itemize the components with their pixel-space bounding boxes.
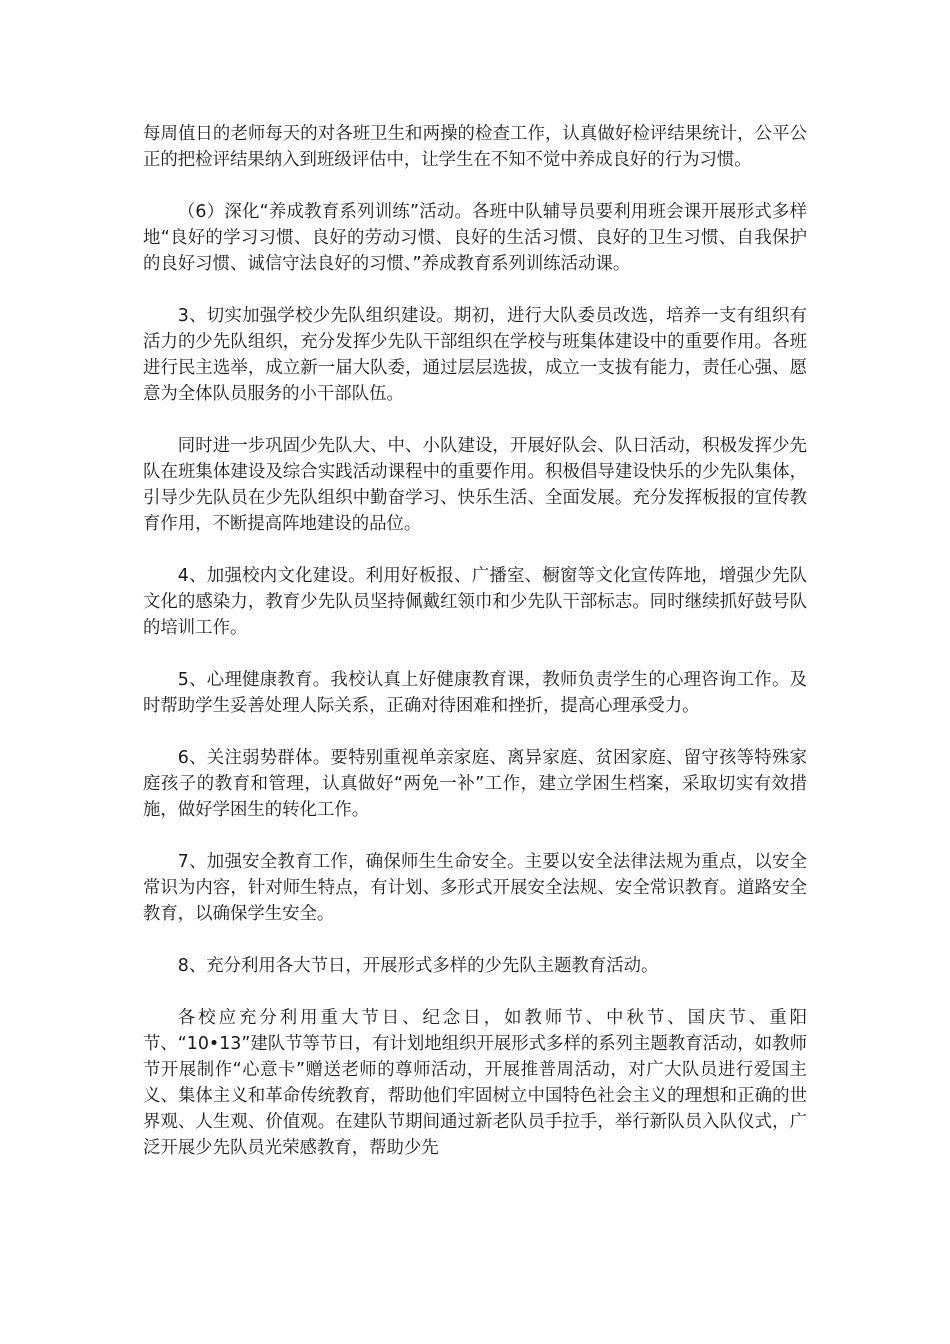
paragraph-9: 8、充分利用各大节日，开展形式多样的少先队主题教育活动。 — [177, 956, 659, 976]
paragraph-2: （6）深化“养成教育系列训练”活动。各班中队辅导员要利用班会课开展形式多样地“良好的学习习惯、良好的劳动习惯、良好的生活习惯、良好的卫生习惯、自我保护的良好习惯、诚信守法良好的习惯、”养成教育系列训练活动课。 — [143, 202, 807, 274]
paragraph-7: 6、关注弱势群体。要特别重视单亲家庭、离异家庭、贫困家庭、留守孩等特殊家庭孩子的教育和管理，认真做好“两免一补”工作，建立学困生档案，采取切实有效措施，做好学困生的转化工作。 — [143, 748, 807, 820]
paragraph-4: 同时进一步巩固少先队大、中、小队建设，开展好队会、队日活动，积极发挥少先队在班集体建设及综合实践活动课程中的重要作用。积极倡导建设快乐的少先队集体，引导少先队员在少先队组织中勤奋学习、快乐生活、全面发展。充分发挥板报的宣传教育作用，不断提高阵地建设的品位。 — [143, 436, 807, 534]
paragraph-8: 7、加强安全教育工作，确保师生生命安全。主要以安全法律法规为重点，以安全常识为内容，针对师生特点，有计划、多形式开展安全法规、安全常识教育。道路安全教育，以确保学生安全。 — [143, 852, 807, 924]
paragraph-5: 4、加强校内文化建设。利用好板报、广播室、橱窗等文化宣传阵地，增强少先队文化的感染力，教育少先队员坚持佩戴红领巾和少先队干部标志。同时继续抓好鼓号队的培训工作。 — [143, 566, 807, 638]
document-page — [143, 121, 807, 1187]
paragraph-6: 5、心理健康教育。我校认真上好健康教育课，教师负责学生的心理咨询工作。及时帮助学生妥善处理人际关系，正确对待困难和挫折，提高心理承受力。 — [143, 670, 807, 716]
paragraph-1: 每周值日的老师每天的对各班卫生和两操的检查工作，认真做好检评结果统计，公平公正的把检评结果纳入到班级评估中，让学生在不知不觉中养成良好的行为习惯。 — [143, 124, 807, 170]
paragraph-10: 各校应充分利用重大节日、纪念日，如教师节、中秋节、国庆节、重阳节、“10•13”建队节等节日，有计划地组织开展形式多样的系列主题教育活动，如教师节开展制作“心意卡”赠送老师的尊师活动，开展推普周活动，对广大队员进行爱国主义、集体主义和革命传统教育，帮助他们牢固树立中国特色社会主义的理想和正确的世界观、人生观、价值观。在建队节期间通过新老队员手拉手，举行新队员入队仪式，广泛开展少先队员光荣感教育，帮助少先 — [143, 1008, 807, 1158]
paragraph-3: 3、切实加强学校少先队组织建设。期初，进行大队委员改选，培养一支有组织有活力的少先队组织，充分发挥少先队干部组织在学校与班集体建设中的重要作用。各班进行民主选举，成立新一届大队委，通过层层选拔，成立一支拔有能力，责任心强、愿意为全体队员服务的小干部队伍。 — [143, 306, 807, 404]
